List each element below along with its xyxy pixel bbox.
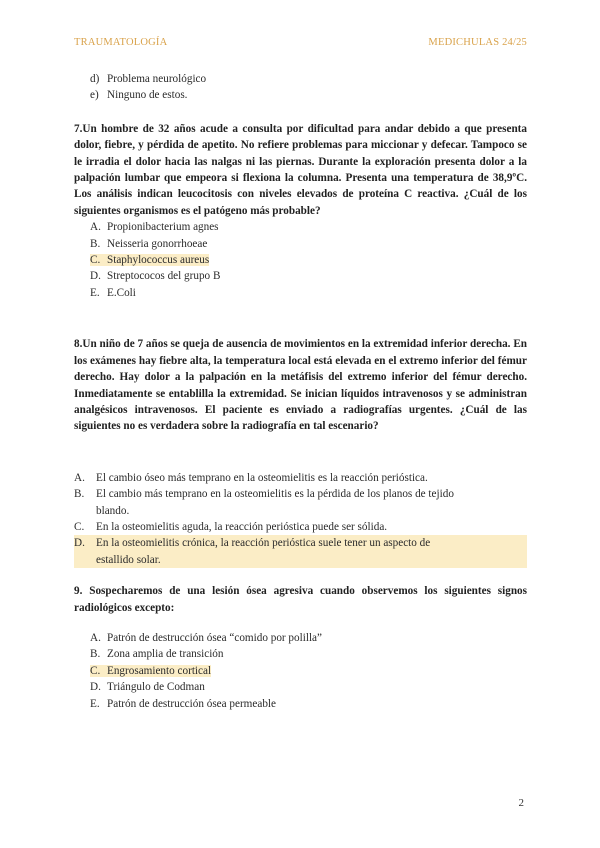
q8-option-d-highlighted: D. En la osteomielitis crónica, la reacción perióstica suele tener un aspecto de estallido solar. [74,535,527,568]
question-9: 9. Sospecharemos de una lesión ósea agresiva cuando observemos los siguientes signos radiológicos excepto: [74,585,527,614]
q9-option-a: A. Patrón de destrucción ósea “comido por polilla” [90,631,322,644]
list-item: d) Problema neurológico [90,73,207,85]
question-8: 8.Un niño de 7 años se queja de ausencia de movimientos en la extremidad inferior derecha. En los exámenes hay fiebre alta, la temperatura local está elevada en el extremo inferior del fémur derecho. Hay dolor a la palpación en la metáfisis del extremo inferior del fémur derecho. Inmediatamente se entablilla la extremidad. Se inician líquidos intravenosos y se administran analgésicos intravenosos. El paciente es enviado a radiografías urgentes. ¿Cuál de las siguientes no es verdadera sobre la radiografía en tal escenario? [74,338,527,433]
q8-option-c: C. En la osteomielitis aguda, la reacción perióstica puede ser sólida. [74,520,388,533]
q7-option-b: B. Neisseria gonorrhoeae [90,237,208,250]
q9-option-b: B. Zona amplia de transición [90,648,224,661]
q9-option-e: E. Patrón de destrucción ósea permeable [90,697,276,710]
page-content [74,71,527,712]
q7-option-d: D. Streptococos del grupo B [90,270,221,283]
header-title: MEDICHULAS 24/25 [428,37,527,48]
list-item: e) Ninguno de estos. [90,89,188,102]
q9-option-d: D. Triángulo de Codman [90,681,205,694]
q7-option-c-highlighted: C. Staphylococcus aureus [90,254,210,267]
q9-option-c-highlighted: C. Engrosamiento cortical [90,664,212,677]
q8-option-a: A. El cambio óseo más temprano en la osteomielitis es la reacción perióstica. [74,471,428,484]
q7-option-e: E. E.Coli [90,286,136,299]
page-number: 2 [518,797,524,809]
q7-option-a: A. Propionibacterium agnes [90,221,219,234]
q8-option-b: B. El cambio más temprano en la osteomielitis es la pérdida de los planos de tejido blando. [74,488,454,517]
question-7: 7.Un hombre de 32 años acude a consulta por dificultad para andar debido a que presenta dolor, fiebre, y pérdida de apetito. No refiere problemas para miccionar y defecar. Tampoco se le irradia el dolor hacia las nalgas ni las piernas. Durante la exploración presenta dolor a la palpación lumbar que empeora si flexiona la columna. Presenta una temperatura de 38,9ºC. Los análisis indican leucocitosis con niveles elevados de proteína C reactiva. ¿Cuál de los siguientes organismos es el patógeno más probable? [74,122,527,217]
page-header [74,37,527,51]
header-subject: TRAUMATOLOGÍA [74,37,168,48]
